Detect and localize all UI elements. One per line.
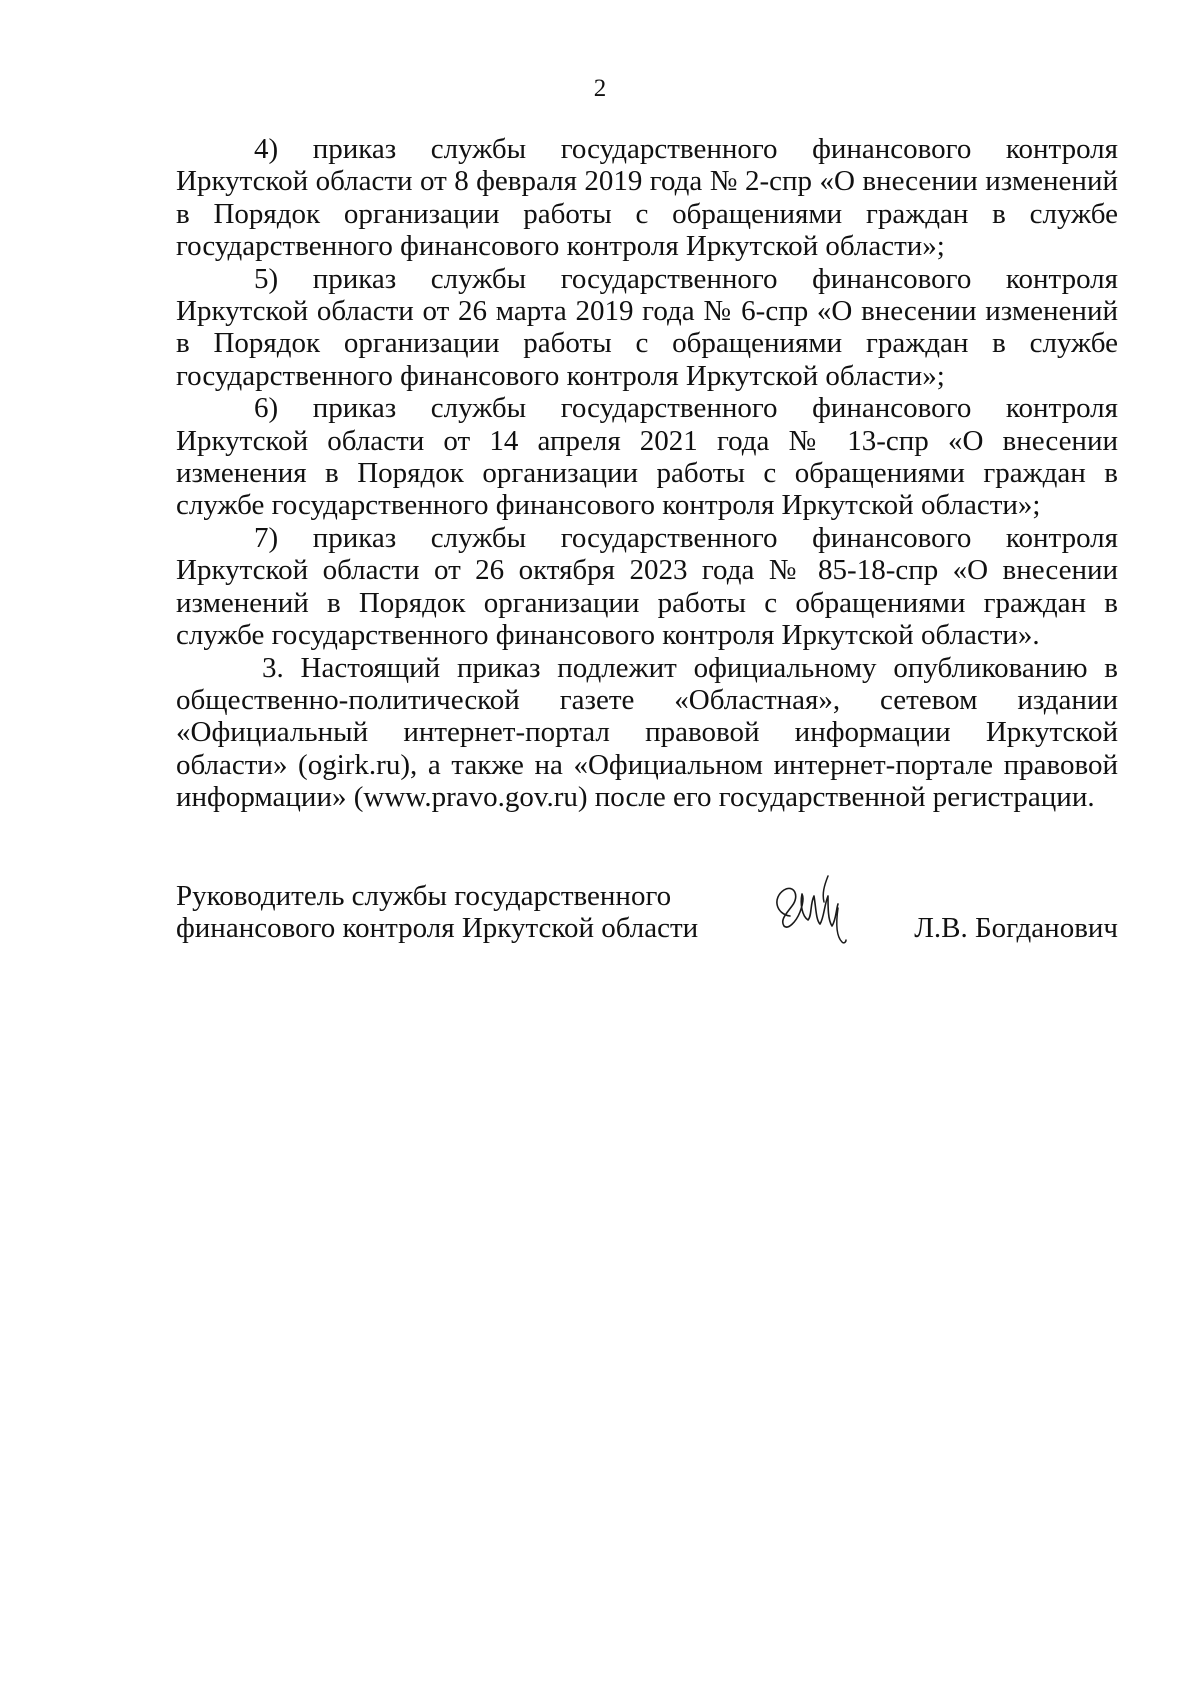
paragraph-item-6: 6) приказ службы государственного финансового контроля Иркутской области от 14 апреля 2021 года № 13-спр «О внесении изменения в Порядок организации работы с обращениями граждан в службе государственного финансового контроля Иркутской области»; [176,392,1118,522]
paragraph-item-4: 4) приказ службы государственного финансового контроля Иркутской области от 8 февраля 2019 года № 2-спр «О внесении изменений в Порядок организации работы с обращениями граждан в службе государственного финансового контроля Иркутской области»; [176,133,1118,263]
document-body [176,133,1118,814]
handwritten-signature [766,868,856,952]
signatory-position-line-2: финансового контроля Иркутской области [176,912,699,945]
signature-block [176,880,1118,970]
signatory-position [176,880,698,945]
signatory-name: Л.В. Богданович [914,912,1118,944]
paragraph-clause-3: 3. Настоящий приказ подлежит официальному опубликованию в общественно-политической газете «Областная», сетевом издании «Официальный интернет-портал правовой информации Иркутской области» (ogirk.ru), а также на «Официальном интернет-портале правовой информации» (www.pravo.gov.ru) после его государственной регистрации. [176,651,1118,814]
signatory-position-line-1: Руководитель службы государственного [176,880,672,912]
paragraph-item-5: 5) приказ службы государственного финансового контроля Иркутской области от 26 марта 2019 года № 6-спр «О внесении изменений в Порядок организации работы с обращениями граждан в службе государственного финансового контроля Иркутской области»; [176,262,1118,392]
paragraph-item-7: 7) приказ службы государственного финансового контроля Иркутской области от 26 октября 2023 года № 85-18-спр «О внесении изменений в Порядок организации работы с обращениями граждан в службе государственного финансового контроля Иркутской области». [176,521,1118,652]
page-number: 2 [593,75,607,102]
